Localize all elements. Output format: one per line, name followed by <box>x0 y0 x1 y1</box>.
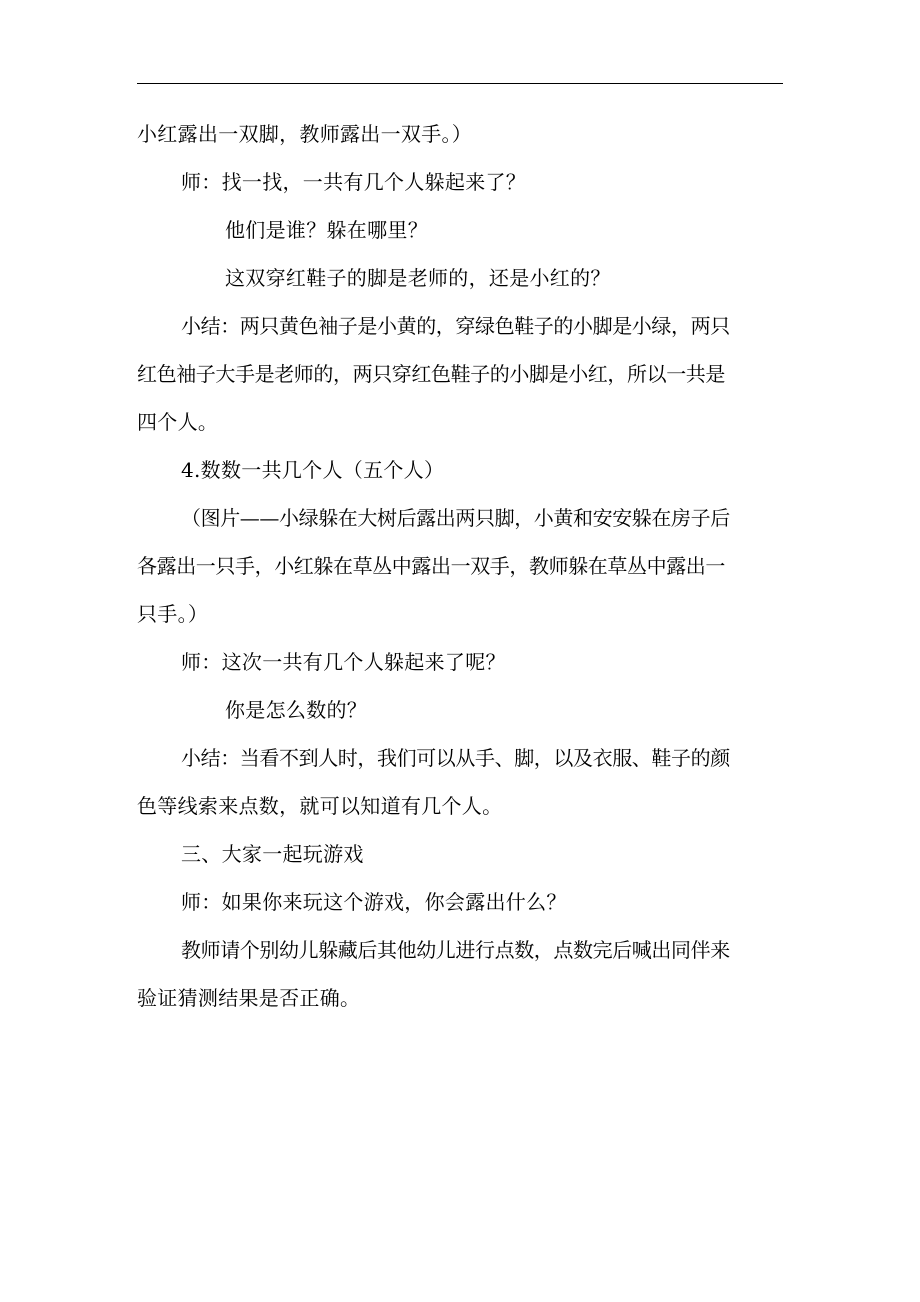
document-body <box>137 110 787 1022</box>
text-line: 各露出一只手，小红躲在草丛中露出一双手，教师躲在草丛中露出一 <box>137 554 725 578</box>
text-line: 只手。） <box>137 602 209 626</box>
section-heading: 三、大家一起玩游戏 <box>181 842 364 866</box>
text-line: 小结：两只黄色袖子是小黄的，穿绿色鞋子的小脚是小绿，两只 <box>181 314 730 338</box>
section-heading: 4.数数一共几个人（五个人） <box>181 458 445 482</box>
text-line: 四个人。 <box>137 410 219 434</box>
text-line: 师：这次一共有几个人躲起来了呢？ <box>181 650 506 674</box>
text-line: 他们是谁？躲在哪里？ <box>225 218 428 242</box>
text-line: 师：如果你来玩这个游戏，你会露出什么？ <box>181 890 567 914</box>
text-line: 色等线索来点数，就可以知道有几个人。 <box>137 794 503 818</box>
text-line: 小红露出一双脚，教师露出一双手。） <box>137 122 473 146</box>
text-line: 红色袖子大手是老师的，两只穿红色鞋子的小脚是小红，所以一共是 <box>137 362 725 386</box>
text-line: 小结：当看不到人时，我们可以从手、脚，以及衣服、鞋子的颜 <box>181 746 730 770</box>
header-rule <box>137 83 783 84</box>
text-line: 验证猜测结果是否正确。 <box>137 986 361 1010</box>
text-line: 师：找一找，一共有几个人躲起来了？ <box>181 170 527 194</box>
text-line: 教师请个别幼儿躲藏后其他幼儿进行点数，点数完后喊出同伴来 <box>181 938 730 962</box>
text-line: 这双穿红鞋子的脚是老师的，还是小红的？ <box>225 266 611 290</box>
text-line: （图片——小绿躲在大树后露出两只脚，小黄和安安躲在房子后 <box>181 506 730 530</box>
text-line: 你是怎么数的？ <box>225 698 368 722</box>
